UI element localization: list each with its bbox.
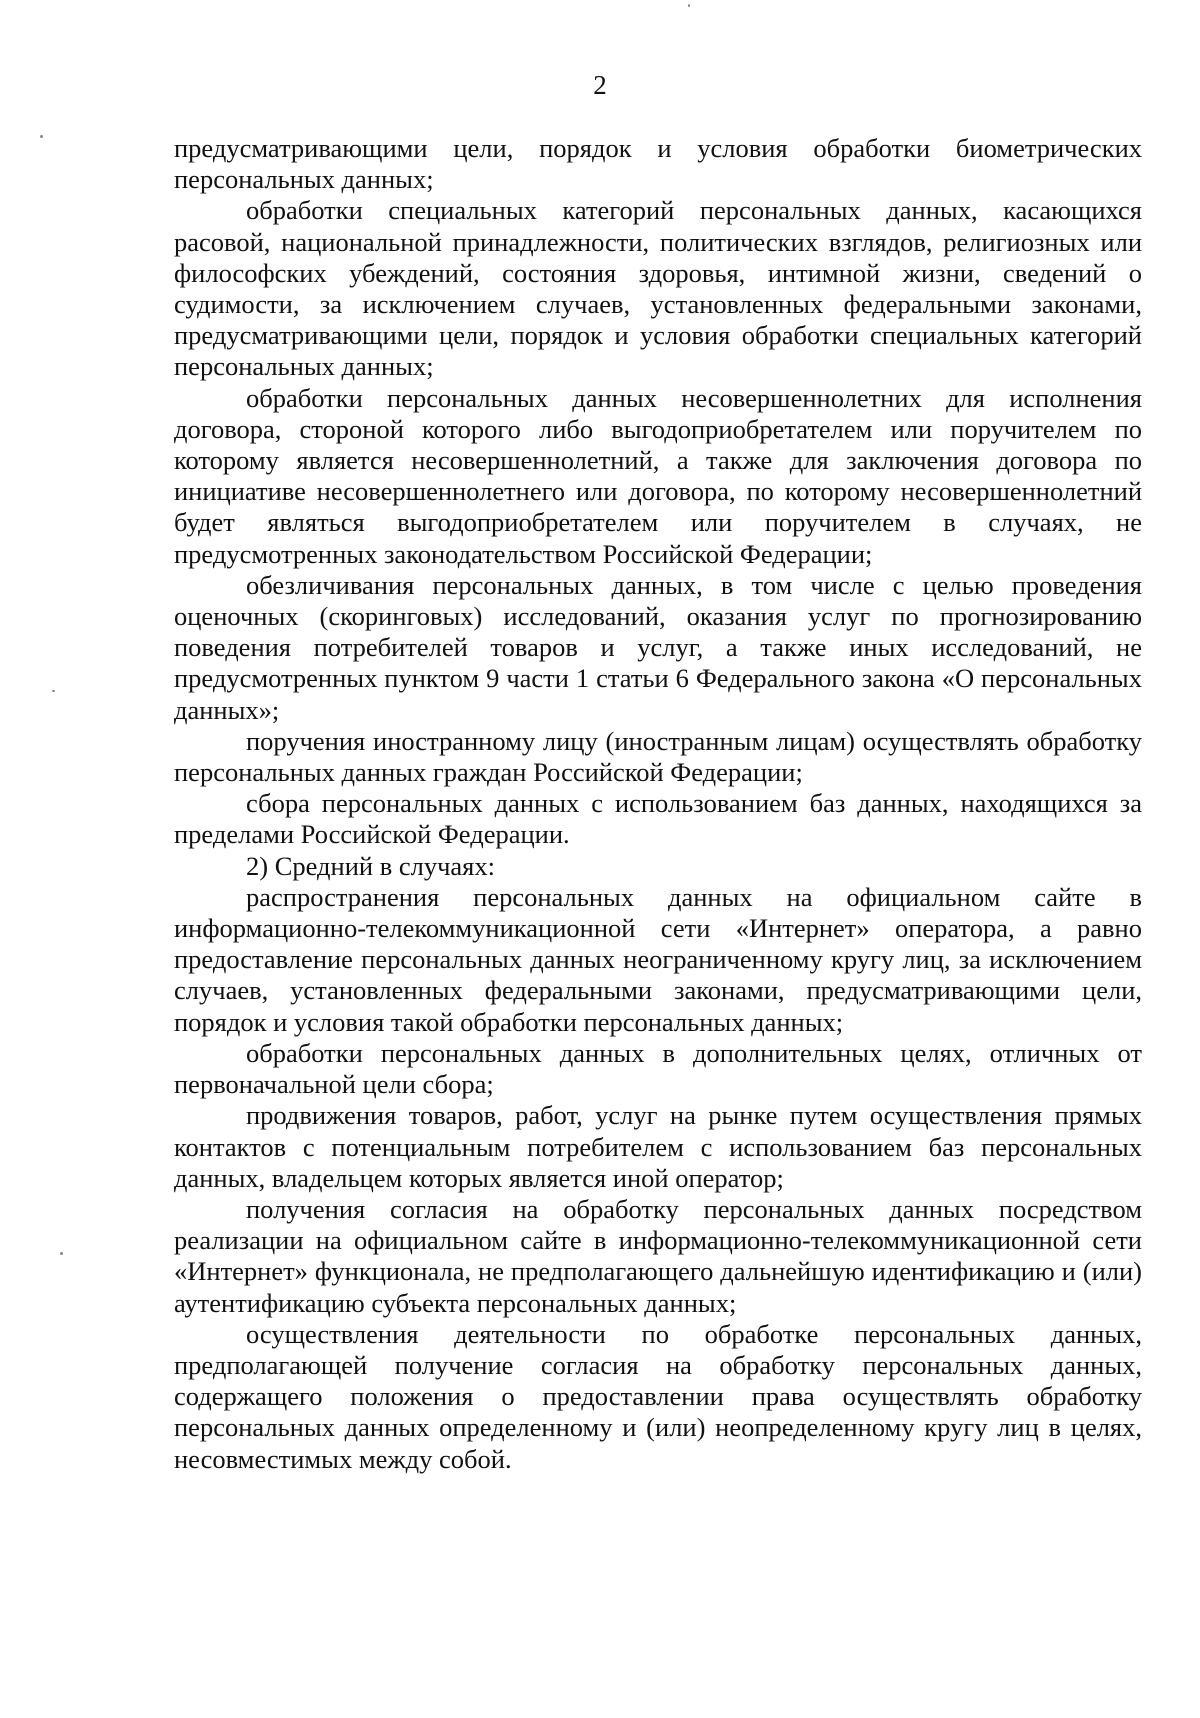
paragraph-distribution: распространения персональных данных на официальном сайте в информационно-телекоммуникационной сети «Интернет» оператора, а равно предоставление персональных данных неограниченному кругу лиц, за исключением случаев, установленных федеральными законами, предусматривающими цели, порядок и условия такой обработки персональных данных; (174, 881, 1142, 1037)
paragraph-foreign-processing: поручения иностранному лицу (иностранным лицам) осуществлять обработку персональных данных граждан Российской Федерации; (174, 725, 1142, 788)
document-body (174, 133, 1142, 1475)
paragraph-medium-level-heading: 2) Средний в случаях: (246, 850, 495, 881)
paragraph-additional-purposes: обработки персональных данных в дополнительных целях, отличных от первоначальной цели сбора; (174, 1037, 1142, 1100)
paragraph-minors: обработки персональных данных несовершеннолетних для исполнения договора, стороной которого либо выгодоприобретателем или поручителем по которому является несовершеннолетний, а также для заключения договора по инициативе несовершеннолетнего или договора, по которому несовершеннолетний будет являться выгодоприобретателем или поручителем в случаях, не предусмотренных законодательством Российской Федерации; (174, 382, 1142, 569)
scan-speck (60, 1252, 63, 1255)
paragraph-online-consent: получения согласия на обработку персональных данных посредством реализации на официальном сайте в информационно-телекоммуникационной сети «Интернет» функционала, не предполагающего дальнейшую идентификацию и (или) аутентификацию субъекта персональных данных; (174, 1193, 1142, 1318)
paragraph-special-categories: обработки специальных категорий персональных данных, касающихся расовой, национальной принадлежности, политических взглядов, религиозных или философских убеждений, состояния здоровья, интимной жизни, сведений о судимости, за исключением случаев, установленных федеральными законами, предусматривающими цели, порядок и условия обработки специальных категорий персональных данных; (174, 195, 1142, 382)
scan-speck (52, 690, 55, 692)
scan-speck (688, 4, 690, 7)
paragraph-incompatible-purposes: осуществления деятельности по обработке персональных данных, предполагающей получение согласия на обработку персональных данных, содержащего положения о предоставлении права осуществлять обработку персональных данных определенному и (или) неопределенному кругу лиц в целях, несовместимых между собой. (174, 1318, 1142, 1474)
paragraph-biometric-continuation: предусматривающими цели, порядок и условия обработки биометрических персональных данных; (174, 133, 1142, 195)
paragraph-depersonalization: обезличивания персональных данных, в том числе с целью проведения оценочных (скоринговых) исследований, оказания услуг по прогнозированию поведения потребителей товаров и услуг, а также иных исследований, не предусмотренных пунктом 9 части 1 статьи 6 Федерального закона «О персональных данных»; (174, 569, 1142, 725)
page-number: 2 (593, 70, 607, 100)
paragraph-foreign-databases: сбора персональных данных с использованием баз данных, находящихся за пределами Российской Федерации. (174, 788, 1142, 850)
scan-speck (40, 135, 43, 138)
paragraph-direct-marketing: продвижения товаров, работ, услуг на рынке путем осуществления прямых контактов с потенциальным потребителем с использованием баз персональных данных, владельцем которых является иной оператор; (174, 1100, 1142, 1193)
